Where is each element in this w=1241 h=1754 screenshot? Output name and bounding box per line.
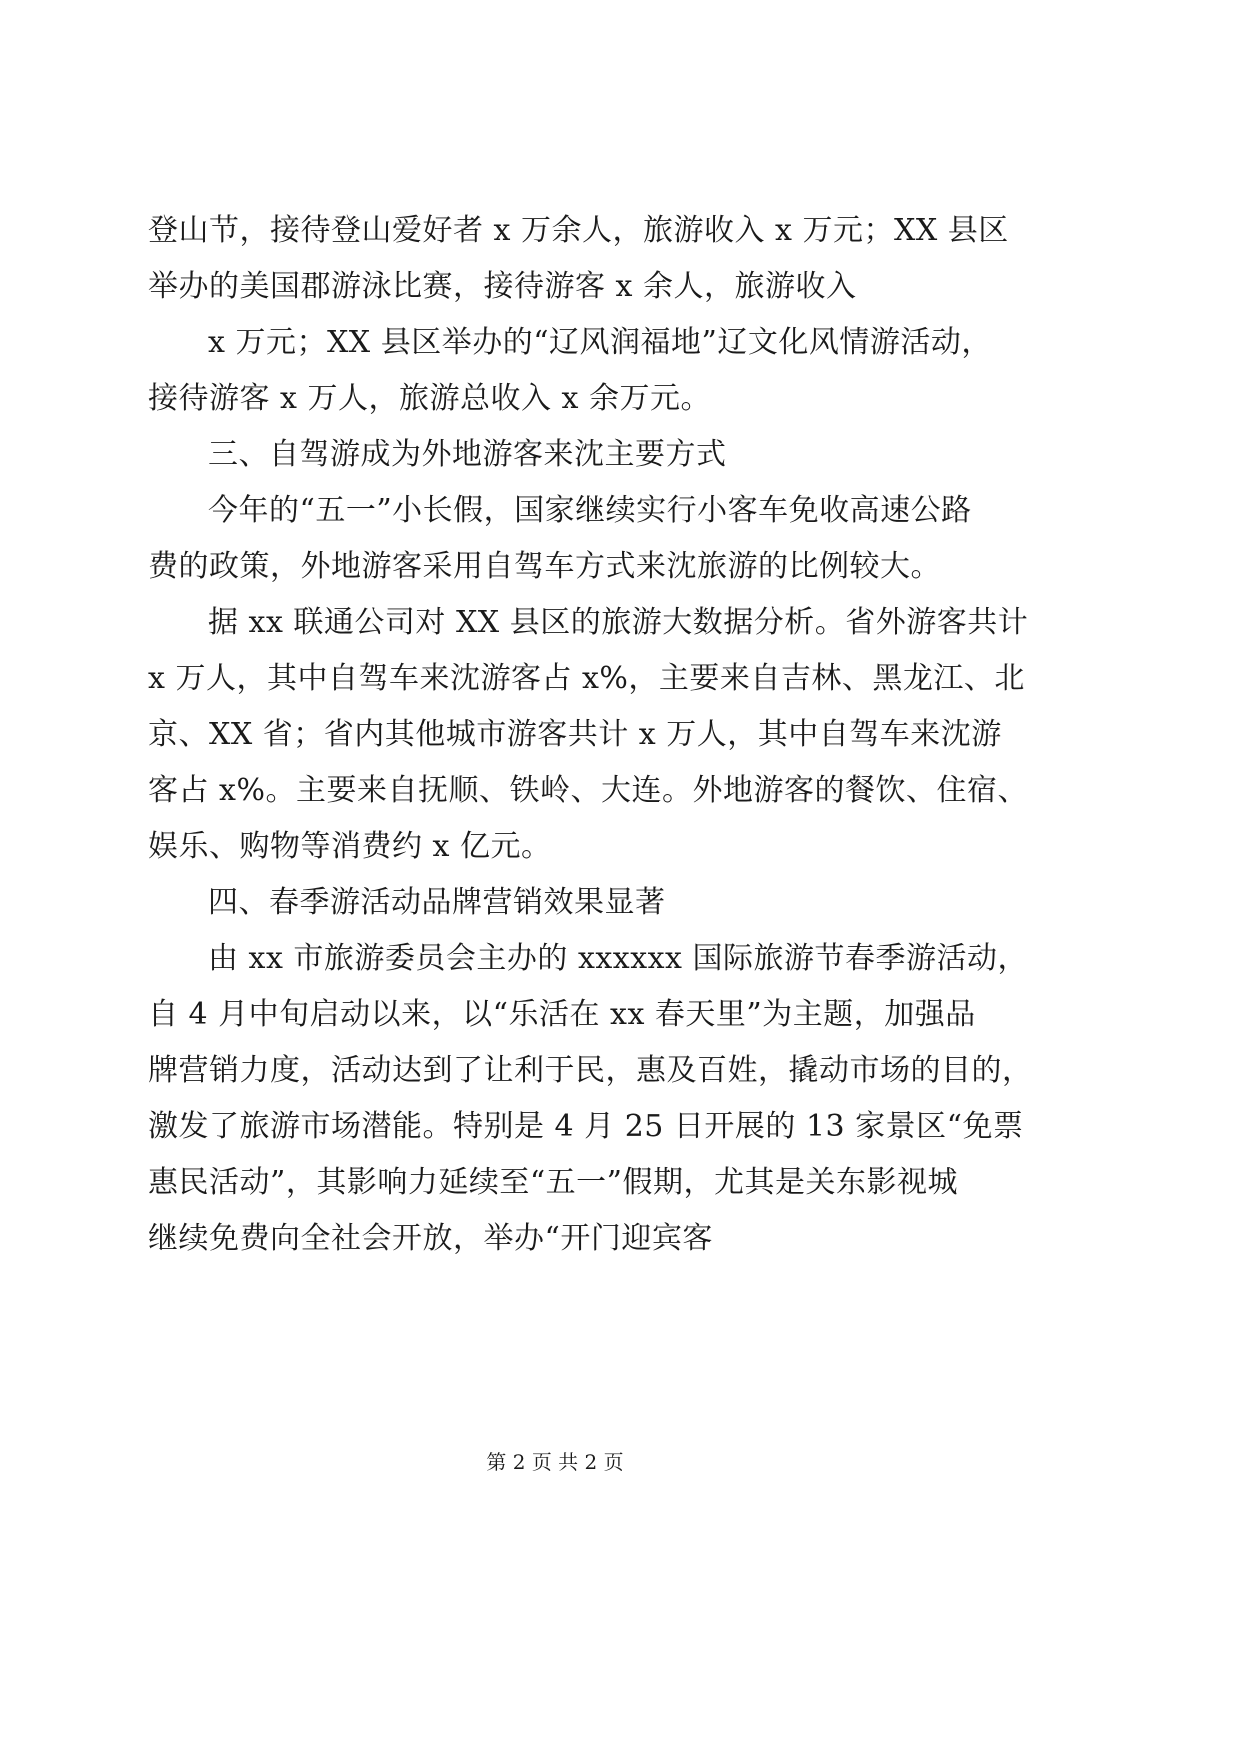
section-heading: 三、自驾游成为外地游客来沈主要方式: [208, 437, 727, 472]
text-line: 客占 x%。主要来自抚顺、铁岭、大连。外地游客的餐饮、住宿、: [148, 773, 1028, 808]
page-footer: 第 2 页 共 2 页: [486, 1450, 624, 1474]
text-line: 由 xx 市旅游委员会主办的 xxxxxx 国际旅游节春季游活动，: [208, 941, 1028, 976]
text-line: 激发了旅游市场潜能。特别是 4 月 25 日开展的 13 家景区“免票: [148, 1109, 1024, 1144]
text-line: 费的政策，外地游客采用自驾车方式来沈旅游的比例较大。: [148, 549, 941, 584]
text-line: 今年的“五一”小长假，国家继续实行小客车免收高速公路: [208, 493, 972, 528]
text-line: 牌营销力度，活动达到了让利于民，惠及百姓，撬动市场的目的，: [148, 1053, 1033, 1088]
text-line: x 万元；XX 县区举办的“辽风润福地”辽文化风情游活动，: [208, 325, 992, 360]
text-line: 自 4 月中旬启动以来，以“乐活在 xx 春天里”为主题，加强品: [148, 997, 976, 1032]
text-line: 据 xx 联通公司对 XX 县区的旅游大数据分析。省外游客共计: [208, 605, 1029, 640]
text-line: 接待游客 x 万人，旅游总收入 x 余万元。: [148, 381, 711, 416]
section-heading: 四、春季游活动品牌营销效果显著: [208, 885, 666, 920]
text-line: x 万人，其中自驾车来沈游客占 x%，主要来自吉林、黑龙江、北: [148, 661, 1025, 696]
text-line: 登山节，接待登山爱好者 x 万余人，旅游收入 x 万元；XX 县区: [148, 213, 1009, 248]
text-line: 惠民活动”，其影响力延续至“五一”假期，尤其是关东影视城: [148, 1165, 959, 1200]
text-line: 继续免费向全社会开放，举办“开门迎宾客: [148, 1221, 713, 1256]
text-line: 京、XX 省；省内其他城市游客共计 x 万人，其中自驾车来沈游: [148, 717, 1002, 752]
text-line: 举办的美国郡游泳比赛，接待游客 x 余人，旅游收入: [148, 269, 857, 304]
text-line: 娱乐、购物等消费约 x 亿元。: [148, 829, 552, 864]
